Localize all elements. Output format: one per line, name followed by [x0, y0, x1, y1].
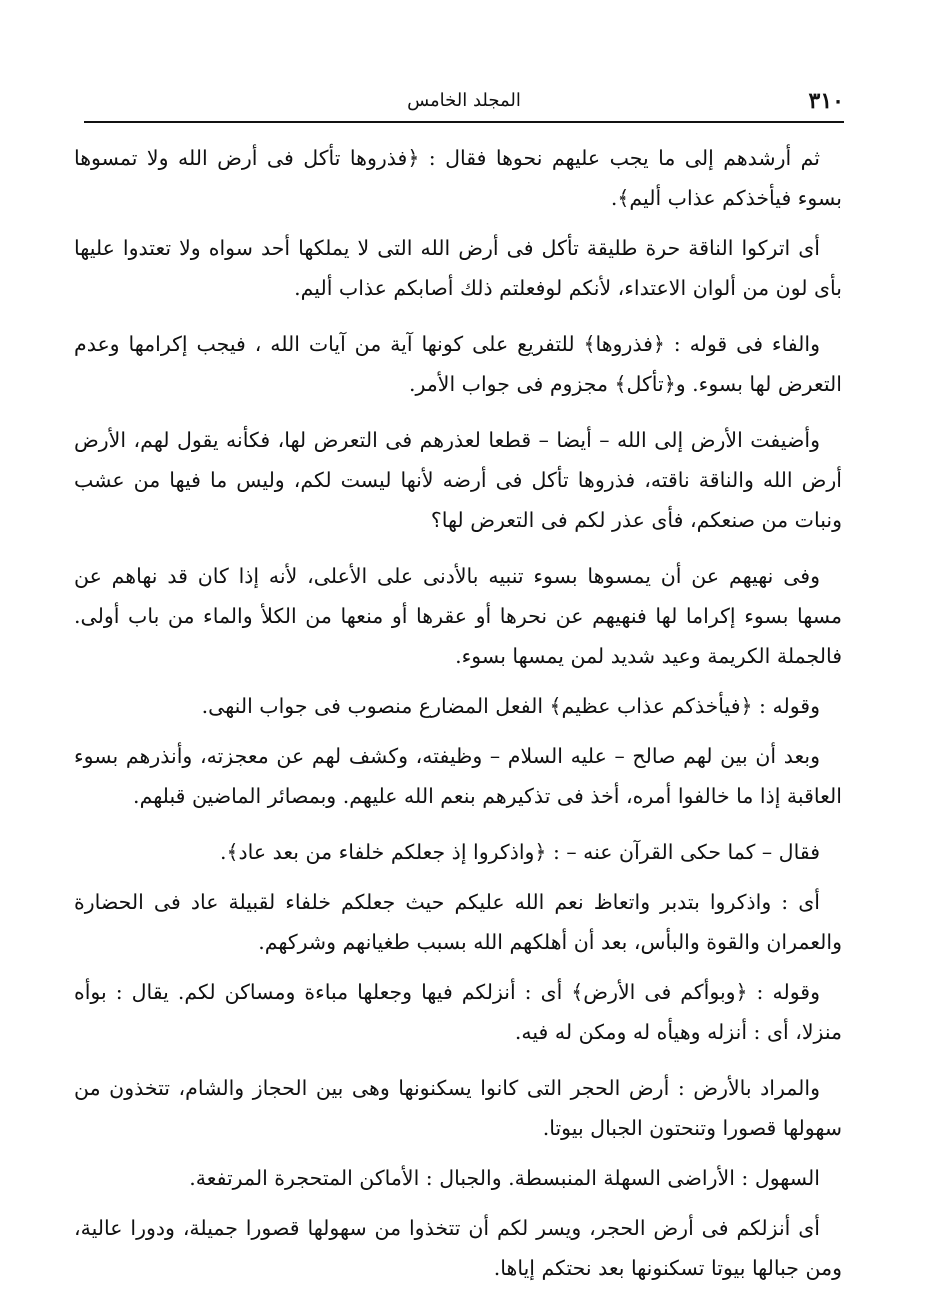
paragraph: وبعد أن بين لهم صالح – عليه السلام – وظيفته، وكشف لهم عن معجزته، وأنذرهم بسوء العاقبة إذا ما خالفوا أمره، أخذ فى تذكيرهم بنعم الله عليهم. وبمصائر الماضين قبلهم.	[74, 744, 842, 808]
paragraph: أى : واذكروا بتدبر واتعاظ نعم الله عليكم حيث جعلكم خلفاء لقبيلة عاد فى الحضارة والعمران والقوة والبأس، بعد أن أهلكهم الله بسبب طغيانهم وشركهم.	[74, 890, 842, 954]
paragraph: وقوله : ﴿فيأخذكم عذاب عظيم﴾ الفعل المضارع منصوب فى جواب النهى.	[201, 694, 820, 718]
paragraph: السهول : الأراضى السهلة المنبسطة. والجبال : الأماكن المتحجرة المرتفعة.	[189, 1166, 820, 1190]
running-title: المجلد الخامس	[407, 90, 521, 111]
paragraph: وقوله : ﴿وبوأكم فى الأرض﴾ أى : أنزلكم فيها وجعلها مباءة ومساكن لكم. يقال : بوأه منزلا، أى : أنزله وهيأه له ومكن له فيه.	[74, 980, 842, 1044]
header-divider	[84, 121, 844, 123]
page-header	[84, 78, 844, 118]
page-body	[74, 138, 842, 1298]
paragraph: وأضيفت الأرض إلى الله – أيضا – قطعا لعذرهم فى التعرض لها، فكأنه يقول لهم، الأرض أرض الله والناقة ناقته، فذروها تأكل فى أرضه لأنها ليست لكم، وليس ما فيها من عشب ونبات من صنعكم، فأى عذر لكم فى التعرض لها؟	[74, 428, 842, 532]
page-number: ٣١٠	[808, 88, 844, 114]
paragraph: ثم أرشدهم إلى ما يجب عليهم نحوها فقال : ﴿فذروها تأكل فى أرض الله ولا تمسوها بسوء فيأخذكم عذاب أليم﴾.	[74, 146, 842, 210]
paragraph: والفاء فى قوله : ﴿فذروها﴾ للتفريع على كونها آية من آيات الله ، فيجب إكرامها وعدم التعرض لها بسوء. و﴿تأكل﴾ مجزوم فى جواب الأمر.	[74, 332, 842, 396]
paragraph: أى أنزلكم فى أرض الحجر، ويسر لكم أن تتخذوا من سهولها قصورا جميلة، ودورا عالية، ومن جبالها بيوتا تسكنونها بعد نحتكم إياها.	[74, 1216, 842, 1280]
paragraph: فقال – كما حكى القرآن عنه – : ﴿واذكروا إذ جعلكم خلفاء من بعد عاد﴾.	[220, 840, 820, 864]
paragraph: والمراد بالأرض : أرض الحجر التى كانوا يسكنونها وهى بين الحجاز والشام، تتخذون من سهولها قصورا وتنحتون الجبال بيوتا.	[74, 1076, 842, 1140]
paragraph: وفى نهيهم عن أن يمسوها بسوء تنبيه بالأدنى على الأعلى، لأنه إذا كان قد نهاهم عن مسها بسوء إكراما لها فنهيهم عن نحرها أو عقرها أو منعها من الكلأ والماء من باب أولى. فالجملة الكريمة وعيد شديد لمن يمسها بسوء.	[74, 564, 842, 668]
paragraph: أى اتركوا الناقة حرة طليقة تأكل فى أرض الله التى لا يملكها أحد سواه ولا تعتدوا عليها بأى لون من ألوان الاعتداء، لأنكم لوفعلتم ذلك أصابكم عذاب أليم.	[74, 236, 842, 300]
